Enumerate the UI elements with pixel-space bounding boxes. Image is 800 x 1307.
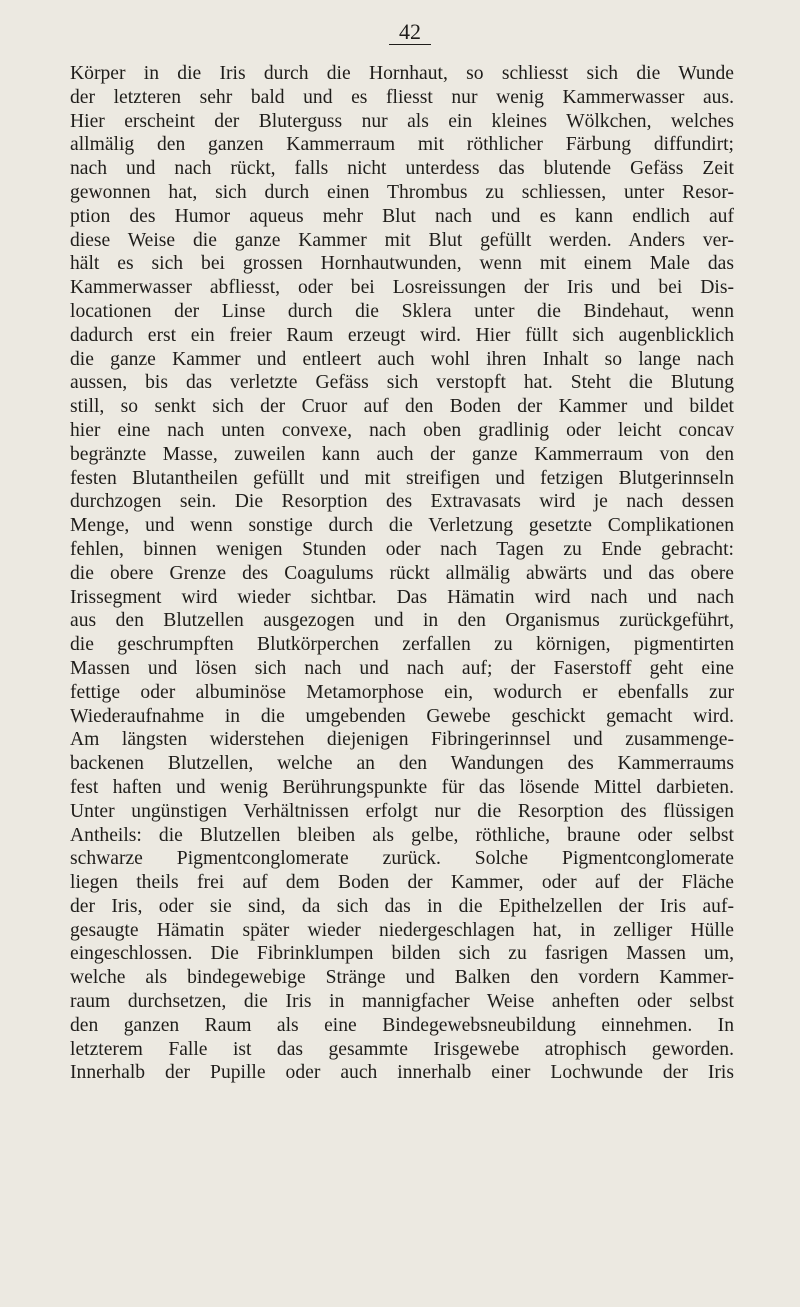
text-line: begränzte Masse, zuweilen kann auch der ganze Kammerraum von den bbox=[70, 443, 734, 465]
text-line: der letzteren sehr bald und es fliesst nur wenig Kammerwasser aus. bbox=[70, 86, 734, 108]
text-line: Menge, und wenn sonstige durch die Verletzung gesetzte Complikationen bbox=[70, 515, 734, 537]
text-line: allmälig den ganzen Kammerraum mit röthlicher Färbung diffundirt; bbox=[70, 134, 734, 156]
text-line: still, so senkt sich der Cruor auf den Boden der Kammer und bildet bbox=[70, 396, 734, 418]
text-line: nach und nach rückt, falls nicht unterdess das blutende Gefäss Zeit bbox=[70, 158, 734, 180]
body-text bbox=[70, 62, 734, 1085]
text-line: Am längsten widerstehen diejenigen Fibringerinnsel und zusammenge- bbox=[70, 729, 734, 751]
text-line: gewonnen hat, sich durch einen Thrombus zu schliessen, unter Resor- bbox=[70, 181, 734, 203]
text-line: Massen und lösen sich nach und nach auf; der Faserstoff geht eine bbox=[70, 657, 734, 679]
text-line: welche als bindegewebige Stränge und Balken den vordern Kammer- bbox=[70, 967, 734, 989]
text-line: Antheils: die Blutzellen bleiben als gelbe, röthliche, braune oder selbst bbox=[70, 824, 734, 846]
text-line: liegen theils frei auf dem Boden der Kammer, oder auf der Fläche bbox=[70, 872, 734, 894]
text-line: die geschrumpften Blutkörperchen zerfallen zu körnigen, pigmentirten bbox=[70, 634, 734, 656]
text-line: hält es sich bei grossen Hornhautwunden, wenn mit einem Male das bbox=[70, 253, 734, 275]
text-line: der Iris, oder sie sind, da sich das in die Epithelzellen der Iris auf- bbox=[70, 895, 734, 917]
text-line: Irissegment wird wieder sichtbar. Das Hämatin wird nach und nach bbox=[70, 586, 734, 608]
text-line: eingeschlossen. Die Fibrinklumpen bilden sich zu fasrigen Massen um, bbox=[70, 943, 734, 965]
text-line: aussen, bis das verletzte Gefäss sich verstopft hat. Steht die Blutung bbox=[70, 372, 734, 394]
text-line: festen Blutantheilen gefüllt und mit streifigen und fetzigen Blutgerinnseln bbox=[70, 467, 734, 489]
text-line: diese Weise die ganze Kammer mit Blut gefüllt werden. Anders ver- bbox=[70, 229, 734, 251]
page-number bbox=[0, 20, 800, 45]
text-line: fest haften und wenig Berührungspunkte für das lösende Mittel darbieten. bbox=[70, 776, 734, 798]
text-line: Unter ungünstigen Verhältnissen erfolgt nur die Resorption des flüssigen bbox=[70, 800, 734, 822]
text-line: Hier erscheint der Bluterguss nur als ein kleines Wölkchen, welches bbox=[70, 110, 734, 132]
page-number-text: 42 bbox=[389, 20, 431, 45]
text-line: aus den Blutzellen ausgezogen und in den Organismus zurückgeführt, bbox=[70, 610, 734, 632]
text-line: durchzogen sein. Die Resorption des Extravasats wird je nach dessen bbox=[70, 491, 734, 513]
text-line: Innerhalb der Pupille oder auch innerhalb einer Lochwunde der Iris bbox=[70, 1062, 734, 1084]
text-line: letzterem Falle ist das gesammte Irisgewebe atrophisch geworden. bbox=[70, 1038, 734, 1060]
text-line: schwarze Pigmentconglomerate zurück. Solche Pigmentconglomerate bbox=[70, 848, 734, 870]
text-line: hier eine nach unten convexe, nach oben gradlinig oder leicht concav bbox=[70, 419, 734, 441]
text-line: backenen Blutzellen, welche an den Wandungen des Kammerraums bbox=[70, 753, 734, 775]
text-line: die ganze Kammer und entleert auch wohl ihren Inhalt so lange nach bbox=[70, 348, 734, 370]
text-line: Kammerwasser abfliesst, oder bei Losreissungen der Iris und bei Dis- bbox=[70, 277, 734, 299]
text-line: Wiederaufnahme in die umgebenden Gewebe geschickt gemacht wird. bbox=[70, 705, 734, 727]
text-line: Körper in die Iris durch die Hornhaut, so schliesst sich die Wunde bbox=[70, 63, 734, 84]
text-line: dadurch erst ein freier Raum erzeugt wird. Hier füllt sich augenblicklich bbox=[70, 324, 734, 346]
text-line: fettige oder albuminöse Metamorphose ein, wodurch er ebenfalls zur bbox=[70, 681, 734, 703]
text-line: locationen der Linse durch die Sklera unter die Bindehaut, wenn bbox=[70, 300, 734, 322]
text-line: ption des Humor aqueus mehr Blut nach und es kann endlich auf bbox=[70, 205, 734, 227]
text-line: gesaugte Hämatin später wieder niedergeschlagen hat, in zelliger Hülle bbox=[70, 919, 734, 941]
text-line: fehlen, binnen wenigen Stunden oder nach Tagen zu Ende gebracht: bbox=[70, 538, 734, 560]
text-line: die obere Grenze des Coagulums rückt allmälig abwärts und das obere bbox=[70, 562, 734, 584]
text-line: den ganzen Raum als eine Bindegewebsneubildung einnehmen. In bbox=[70, 1014, 734, 1036]
text-line: raum durchsetzen, die Iris in mannigfacher Weise anheften oder selbst bbox=[70, 991, 734, 1013]
